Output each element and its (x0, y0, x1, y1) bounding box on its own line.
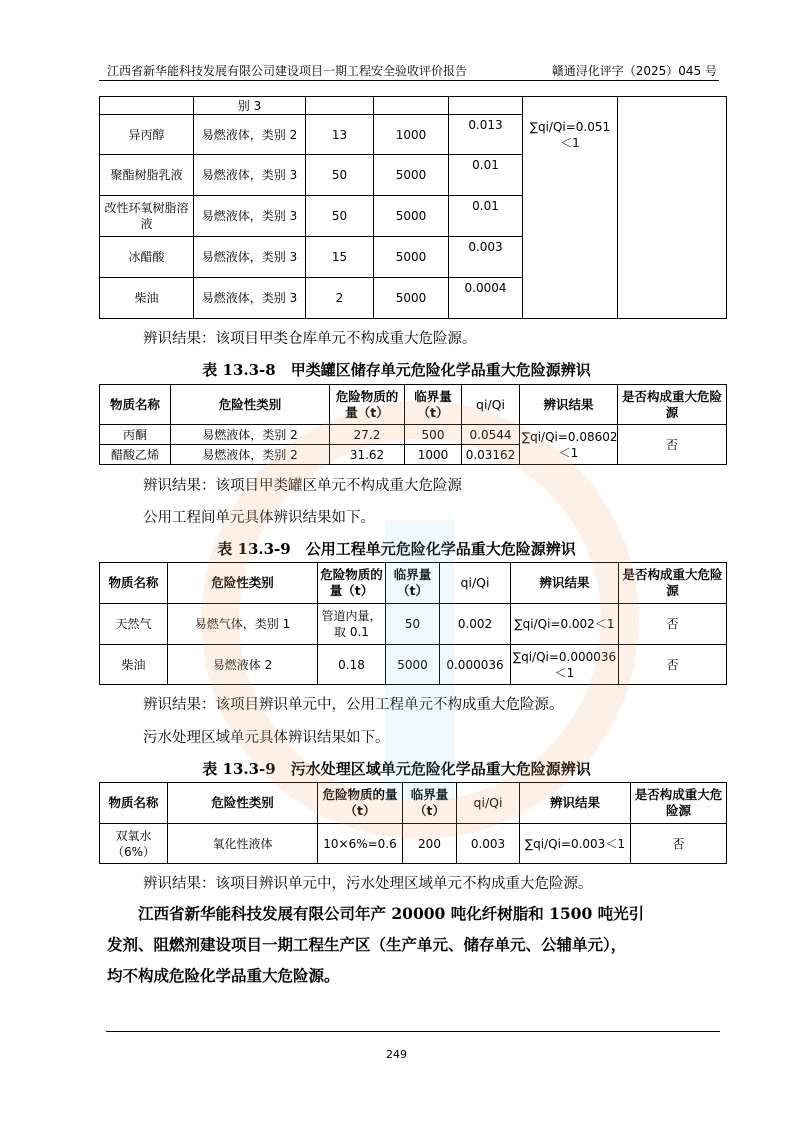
cell-quantity: 27.2 (330, 425, 405, 445)
cell-quantity: 13 (306, 115, 374, 155)
table-caption-tank-farm: 表 13.3-8 甲类罐区储存单元危险化学品重大危险源辨识 (202, 361, 591, 379)
cell-major: 否 (631, 824, 727, 864)
cell-ratio: 0.000036 (440, 645, 511, 685)
table-row (100, 645, 727, 685)
cell-category: 易燃液体，类别 3 (194, 196, 306, 237)
header-cell: 危险性类别 (168, 783, 318, 824)
header-cell: 是否构成重大危险源 (618, 385, 727, 425)
table-header-row (100, 783, 727, 824)
header-cell: 是否构成重大危险源 (619, 563, 727, 604)
cell-ratio: 0.002 (440, 604, 511, 645)
cell-category: 氧化性液体 (168, 824, 318, 864)
cell-sum: ∑qi/Qi=0.003＜1 (520, 824, 631, 864)
cell-name: 天然气 (100, 604, 168, 645)
header-cell: 临界量（t） (403, 783, 457, 824)
table-tank-farm (99, 384, 727, 465)
header-cell: 辨识结果 (511, 563, 619, 604)
cell-ratio: 0.003 (449, 237, 523, 278)
conclusion-line: 均不构成危险化学品重大危险源。 (107, 966, 340, 985)
cell-ratio (449, 97, 523, 115)
cell-name: 冰醋酸 (100, 237, 194, 278)
cell-quantity: 15 (306, 237, 374, 278)
header-cell: 辨识结果 (520, 385, 618, 425)
cell-category: 易燃液体，类别 2 (171, 425, 330, 445)
cell-ratio: 0.0544 (462, 425, 520, 445)
cell-category: 易燃液体，类别 2 (171, 445, 330, 465)
cell-name: 异丙醇 (100, 115, 194, 155)
cell-sum: ∑qi/Qi=0.000036＜1 (511, 645, 619, 685)
cell-quantity: 管道内量，取 0.1 (318, 604, 386, 645)
cell-name: 醋酸乙烯 (100, 445, 171, 465)
cell-category: 易燃液体，类别 3 (194, 278, 306, 319)
footer-rule (106, 1031, 720, 1032)
header-cell: 临界量（t） (405, 385, 462, 425)
table-caption-utility: 表 13.3-9 公用工程单元危险化学品重大危险源辨识 (217, 540, 576, 558)
table-wastewater (99, 782, 727, 864)
page-number: 249 (386, 1048, 407, 1061)
cell-category: 易燃液体，类别 2 (194, 115, 306, 155)
header-cell: 危险物质的量（t） (330, 385, 405, 425)
table-warehouse-continued (99, 96, 727, 319)
cell-category: 易燃液体 2 (168, 645, 318, 685)
cell-sum: ∑qi/Qi=0.051＜1 (523, 97, 618, 319)
cell-category: 易燃液体，类别 3 (194, 155, 306, 196)
cell-name (100, 97, 194, 115)
cell-ratio: 0.01 (449, 196, 523, 237)
cell-sum: ∑qi/Qi=0.002＜1 (511, 604, 619, 645)
cell-sum: ∑qi/Qi=0.08602＜1 (520, 425, 618, 465)
cell-threshold: 5000 (386, 645, 440, 685)
cell-ratio: 0.0004 (449, 278, 523, 319)
intro-paragraph-utility: 公用工程间单元具体辨识结果如下。 (143, 510, 375, 526)
header-cell: 危险性类别 (171, 385, 330, 425)
cell-category: 别 3 (194, 97, 306, 115)
cell-category: 易燃气体，类别 1 (168, 604, 318, 645)
header-cell: 辨识结果 (520, 783, 631, 824)
cell-quantity: 31.62 (330, 445, 405, 465)
table-header-row (100, 385, 727, 425)
header-doc-number: 赣通浔化评字（2025）045 号 (551, 64, 717, 78)
cell-name: 双氧水（6%） (100, 824, 168, 864)
cell-threshold: 5000 (374, 278, 449, 319)
header-cell: 危险性类别 (168, 563, 318, 604)
cell-threshold: 50 (386, 604, 440, 645)
conclusion-paragraph (107, 898, 727, 991)
table-row (100, 824, 727, 864)
cell-threshold: 5000 (374, 155, 449, 196)
cell-threshold: 1000 (405, 445, 462, 465)
cell-major: 否 (618, 425, 727, 465)
header-cell: 物质名称 (100, 385, 171, 425)
conclusion-line: 江西省新华能科技发展有限公司年产 20000 吨化纤树脂和 1500 吨光引 (107, 904, 645, 923)
table-caption-wastewater: 表 13.3-9 污水处理区域单元危险化学品重大危险源辨识 (202, 760, 591, 778)
header-cell: qi/Qi (462, 385, 520, 425)
cell-threshold: 1000 (374, 115, 449, 155)
result-paragraph-warehouse: 辨识结果：该项目甲类仓库单元不构成重大危险源。 (143, 331, 477, 347)
header-rule (99, 80, 719, 81)
cell-quantity: 50 (306, 155, 374, 196)
cell-name: 柴油 (100, 278, 194, 319)
cell-threshold: 200 (403, 824, 457, 864)
cell-ratio: 0.01 (449, 155, 523, 196)
cell-quantity: 2 (306, 278, 374, 319)
result-paragraph-tank-farm: 辨识结果：该项目甲类罐区单元不构成重大危险源 (143, 478, 462, 494)
cell-name: 改性环氧树脂溶液 (100, 196, 194, 237)
header-cell: 是否构成重大危险源 (631, 783, 727, 824)
cell-threshold (374, 97, 449, 115)
header-cell: 临界量（t） (386, 563, 440, 604)
table-row (100, 97, 727, 115)
header-cell: qi/Qi (457, 783, 520, 824)
cell-name: 聚酯树脂乳液 (100, 155, 194, 196)
result-paragraph-wastewater: 辨识结果：该项目辨识单元中，污水处理区域单元不构成重大危险源。 (143, 876, 593, 892)
cell-major (618, 97, 727, 319)
cell-name: 丙酮 (100, 425, 171, 445)
cell-ratio: 0.013 (449, 115, 523, 155)
cell-quantity: 0.18 (318, 645, 386, 685)
cell-ratio: 0.03162 (462, 445, 520, 465)
cell-category: 易燃液体，类别 3 (194, 237, 306, 278)
cell-threshold: 500 (405, 425, 462, 445)
cell-ratio: 0.003 (457, 824, 520, 864)
header-cell: 危险物质的量（t） (318, 563, 386, 604)
table-row (100, 604, 727, 645)
header-cell: qi/Qi (440, 563, 511, 604)
intro-paragraph-wastewater: 污水处理区域单元具体辨识结果如下。 (143, 730, 390, 746)
table-header-row (100, 563, 727, 604)
cell-major: 否 (619, 645, 727, 685)
cell-threshold: 5000 (374, 237, 449, 278)
header-cell: 危险物质的量（t） (318, 783, 403, 824)
table-row (100, 425, 727, 445)
cell-quantity: 10×6%=0.6 (318, 824, 403, 864)
table-utility (99, 562, 727, 685)
cell-name: 柴油 (100, 645, 168, 685)
header-cell: 物质名称 (100, 783, 168, 824)
cell-threshold: 5000 (374, 196, 449, 237)
result-paragraph-utility: 辨识结果：该项目辨识单元中，公用工程单元不构成重大危险源。 (143, 697, 564, 713)
header-title: 江西省新华能科技发展有限公司建设项目一期工程安全验收评价报告 (107, 64, 468, 78)
cell-major: 否 (619, 604, 727, 645)
cell-quantity: 50 (306, 196, 374, 237)
cell-quantity (306, 97, 374, 115)
header-cell: 物质名称 (100, 563, 168, 604)
conclusion-line: 发剂、阻燃剂建设项目一期工程生产区（生产单元、储存单元、公辅单元）， (107, 935, 627, 954)
